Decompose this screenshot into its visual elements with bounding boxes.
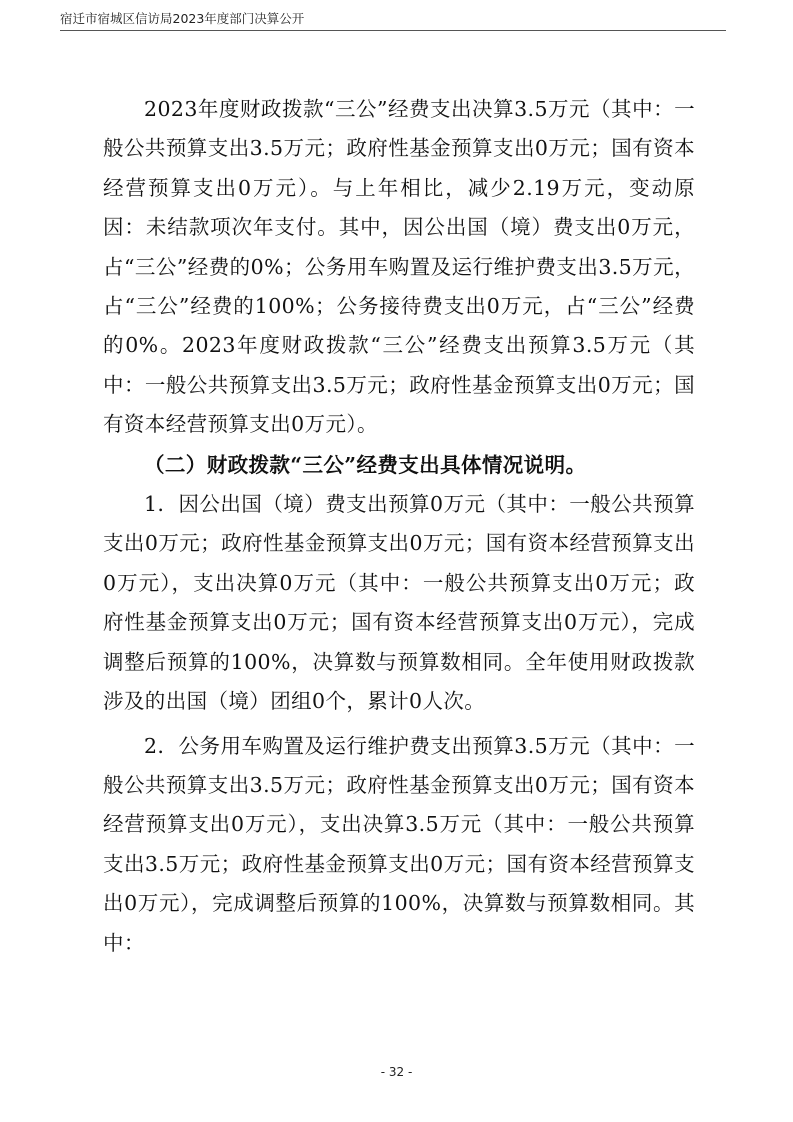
paragraph-overseas-travel: 1．因公出国（境）费支出预算0万元（其中：一般公共预算支出0万元；政府性基金预算支出0万元；国有资本经营预算支出0万元），支出决算0万元（其中：一般公共预算支出0万元；政府性基金预算支出0万元；国有资本经营预算支出0万元），完成调整后预算的100%，决算数与预算数相同。全年使用财政拨款涉及的出国（境）团组0个，累计0人次。 bbox=[103, 492, 695, 714]
paragraph-official-vehicles: 2．公务用车购置及运行维护费支出预算3.5万元（其中：一般公共预算支出3.5万元；政府性基金预算支出0万元；国有资本经营预算支出0万元），支出决算3.5万元（其中：一般公共预算支出3.5万元；政府性基金预算支出0万元；国有资本经营预算支出0万元），完成调整后预算的100%，决算数与预算数相同。其中： bbox=[103, 733, 695, 955]
paragraph-three-public-summary: 2023年度财政拨款“三公”经费支出决算3.5万元（其中：一般公共预算支出3.5万元；政府性基金预算支出0万元；国有资本经营预算支出0万元）。与上年相比，减少2.19万元，变动原因：未结款项次年支付。其中，因公出国（境）费支出0万元，占“三公”经费的0%；公务用车购置及运行维护费支出3.5万元，占“三公”经费的100%；公务接待费支出0万元，占“三公”经费的0%。2023年度财政拨款“三公”经费支出预算3.5万元（其中：一般公共预算支出3.5万元；政府性基金预算支出0万元；国有资本经营预算支出0万元）。 bbox=[103, 97, 695, 437]
section-heading: （二）财政拨款“三公”经费支出具体情况说明。 bbox=[144, 452, 587, 477]
header-divider bbox=[60, 30, 726, 31]
page-header-title: 宿迁市宿城区信访局2023年度部门决算公开 bbox=[60, 11, 305, 26]
document-body bbox=[103, 90, 695, 963]
page-number: - 32 - bbox=[380, 1065, 413, 1079]
